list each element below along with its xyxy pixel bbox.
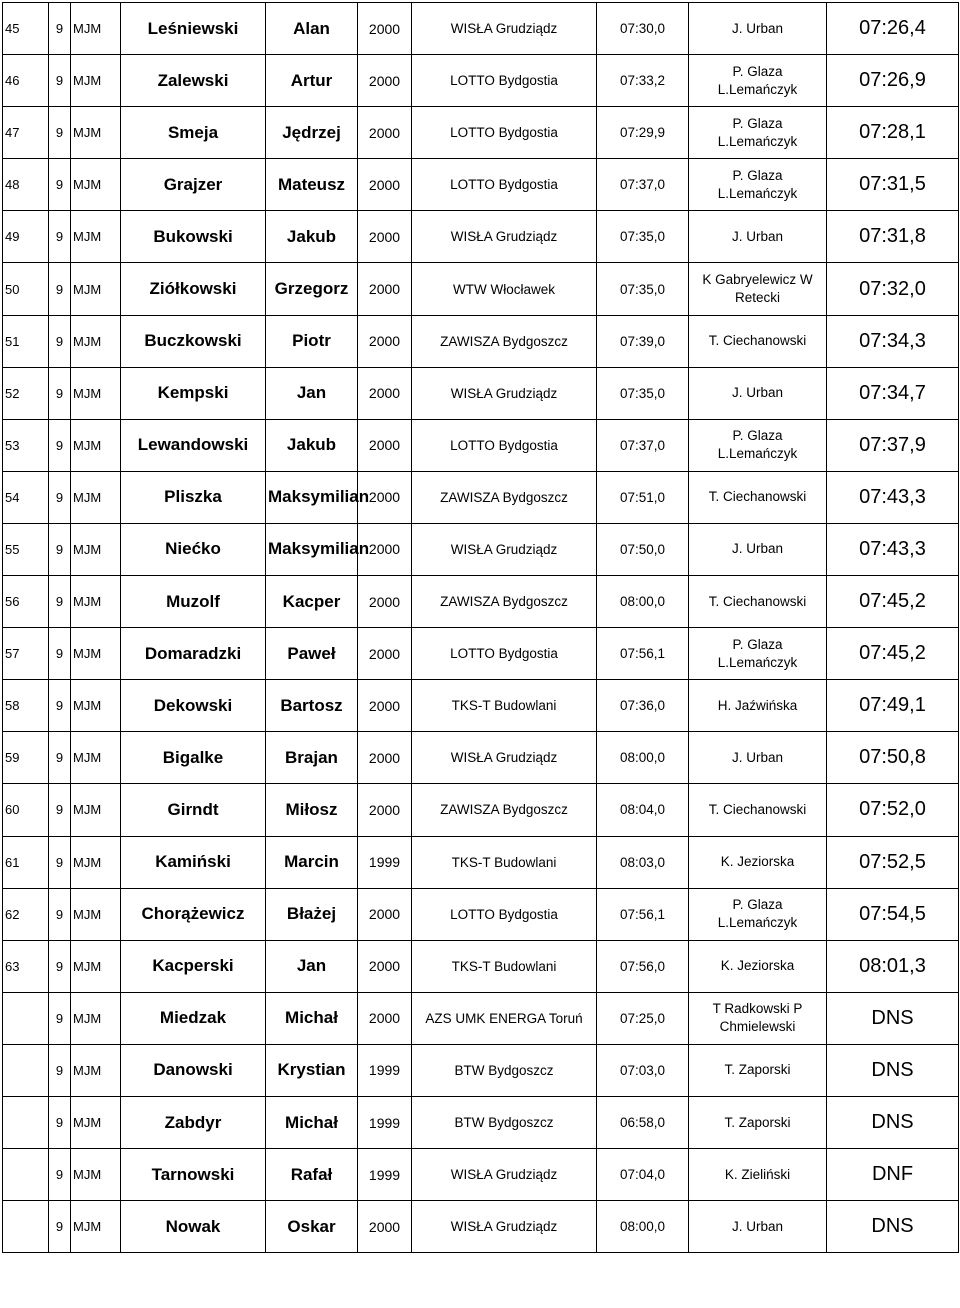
result-cell: 07:49,1 <box>827 680 959 732</box>
birth-year-cell: 2000 <box>358 367 412 419</box>
table-row <box>3 1201 959 1253</box>
first-name-cell: Brajan <box>266 732 358 784</box>
category-cell: MJM <box>71 159 121 211</box>
number-cell: 9 <box>49 888 71 940</box>
number-cell: 9 <box>49 628 71 680</box>
coach-cell <box>689 888 827 940</box>
table-row <box>3 1096 959 1148</box>
table-row <box>3 107 959 159</box>
result-cell: 07:34,7 <box>827 367 959 419</box>
number-cell: 9 <box>49 992 71 1044</box>
coach-cell <box>689 1201 827 1253</box>
entry-time-cell: 07:25,0 <box>597 992 689 1044</box>
first-name-cell: Jan <box>266 367 358 419</box>
club-cell: WISŁA Grudziądz <box>412 3 597 55</box>
coach-line: P. Glaza <box>732 897 783 913</box>
table-row <box>3 992 959 1044</box>
result-cell: 07:43,3 <box>827 523 959 575</box>
birth-year-cell: 2000 <box>358 55 412 107</box>
table-row <box>3 940 959 992</box>
first-name-cell: Kacper <box>266 576 358 628</box>
position-cell: 55 <box>3 523 49 575</box>
category-cell: MJM <box>71 419 121 471</box>
surname-cell: Domaradzki <box>121 628 266 680</box>
entry-time-cell: 08:03,0 <box>597 836 689 888</box>
club-cell: WTW Włocławek <box>412 263 597 315</box>
entry-time-cell: 07:35,0 <box>597 263 689 315</box>
coach-cell <box>689 732 827 784</box>
club-cell: ZAWISZA Bydgoszcz <box>412 315 597 367</box>
coach-line: J. Urban <box>731 20 784 36</box>
surname-cell: Zabdyr <box>121 1096 266 1148</box>
result-cell: 07:52,5 <box>827 836 959 888</box>
first-name-cell: Jakub <box>266 211 358 263</box>
category-cell: MJM <box>71 940 121 992</box>
surname-cell: Niećko <box>121 523 266 575</box>
birth-year-cell: 2000 <box>358 315 412 367</box>
table-row <box>3 888 959 940</box>
table-row <box>3 315 959 367</box>
surname-cell: Miedzak <box>121 992 266 1044</box>
surname-cell: Muzolf <box>121 576 266 628</box>
number-cell: 9 <box>49 836 71 888</box>
club-cell: WISŁA Grudziądz <box>412 367 597 419</box>
coach-cell <box>689 1044 827 1096</box>
coach-line: T Radkowski P <box>712 1001 803 1017</box>
position-cell: 58 <box>3 680 49 732</box>
table-row <box>3 263 959 315</box>
entry-time-cell: 07:37,0 <box>597 419 689 471</box>
surname-cell: Tarnowski <box>121 1149 266 1201</box>
number-cell: 9 <box>49 1201 71 1253</box>
birth-year-cell: 1999 <box>358 1149 412 1201</box>
first-name-cell: Marcin <box>266 836 358 888</box>
number-cell: 9 <box>49 732 71 784</box>
result-cell: 07:37,9 <box>827 419 959 471</box>
coach-line: K. Jeziorska <box>720 958 795 974</box>
result-cell: 07:31,8 <box>827 211 959 263</box>
club-cell: ZAWISZA Bydgoszcz <box>412 784 597 836</box>
category-cell: MJM <box>71 1044 121 1096</box>
result-cell: 07:31,5 <box>827 159 959 211</box>
table-row <box>3 159 959 211</box>
number-cell: 9 <box>49 55 71 107</box>
entry-time-cell: 08:00,0 <box>597 576 689 628</box>
category-cell: MJM <box>71 1149 121 1201</box>
result-cell: DNS <box>827 1044 959 1096</box>
result-cell: 07:26,9 <box>827 55 959 107</box>
position-cell: 45 <box>3 3 49 55</box>
table-row <box>3 523 959 575</box>
birth-year-cell: 2000 <box>358 1201 412 1253</box>
first-name-cell: Jakub <box>266 419 358 471</box>
result-cell: 07:43,3 <box>827 471 959 523</box>
category-cell: MJM <box>71 471 121 523</box>
first-name-cell: Bartosz <box>266 680 358 732</box>
coach-cell <box>689 159 827 211</box>
birth-year-cell: 2000 <box>358 784 412 836</box>
category-cell: MJM <box>71 784 121 836</box>
coach-cell <box>689 367 827 419</box>
category-cell: MJM <box>71 836 121 888</box>
club-cell: ZAWISZA Bydgoszcz <box>412 576 597 628</box>
coach-cell <box>689 1096 827 1148</box>
club-cell: TKS-T Budowlani <box>412 680 597 732</box>
surname-cell: Lewandowski <box>121 419 266 471</box>
result-cell: DNS <box>827 1201 959 1253</box>
birth-year-cell: 1999 <box>358 1096 412 1148</box>
coach-line: Chmielewski <box>719 1019 796 1035</box>
entry-time-cell: 07:36,0 <box>597 680 689 732</box>
position-cell <box>3 1096 49 1148</box>
table-row <box>3 1044 959 1096</box>
number-cell: 9 <box>49 471 71 523</box>
coach-cell <box>689 784 827 836</box>
number-cell: 9 <box>49 1149 71 1201</box>
coach-line: K. Jeziorska <box>720 854 795 870</box>
club-cell: ZAWISZA Bydgoszcz <box>412 471 597 523</box>
club-cell: LOTTO Bydgostia <box>412 419 597 471</box>
result-cell: 07:52,0 <box>827 784 959 836</box>
table-row <box>3 628 959 680</box>
birth-year-cell: 2000 <box>358 628 412 680</box>
results-table <box>2 2 959 1253</box>
table-row <box>3 419 959 471</box>
number-cell: 9 <box>49 3 71 55</box>
result-cell: 07:45,2 <box>827 628 959 680</box>
club-cell: BTW Bydgoszcz <box>412 1096 597 1148</box>
birth-year-cell: 2000 <box>358 992 412 1044</box>
club-cell: LOTTO Bydgostia <box>412 107 597 159</box>
coach-cell <box>689 992 827 1044</box>
entry-time-cell: 07:33,2 <box>597 55 689 107</box>
table-row <box>3 1149 959 1201</box>
coach-line: T. Zaporski <box>724 1114 791 1130</box>
surname-cell: Leśniewski <box>121 3 266 55</box>
category-cell: MJM <box>71 732 121 784</box>
position-cell: 62 <box>3 888 49 940</box>
surname-cell: Kamiński <box>121 836 266 888</box>
table-row <box>3 3 959 55</box>
club-cell: LOTTO Bydgostia <box>412 159 597 211</box>
birth-year-cell: 2000 <box>358 471 412 523</box>
club-cell: WISŁA Grudziądz <box>412 1149 597 1201</box>
number-cell: 9 <box>49 940 71 992</box>
coach-line: P. Glaza <box>732 167 783 183</box>
coach-line: L.Lemańczyk <box>717 133 798 149</box>
club-cell: WISŁA Grudziądz <box>412 211 597 263</box>
entry-time-cell: 08:00,0 <box>597 1201 689 1253</box>
surname-cell: Grajzer <box>121 159 266 211</box>
coach-cell <box>689 471 827 523</box>
coach-cell <box>689 940 827 992</box>
birth-year-cell: 2000 <box>358 732 412 784</box>
birth-year-cell: 2000 <box>358 888 412 940</box>
surname-cell: Ziółkowski <box>121 263 266 315</box>
coach-line: J. Urban <box>731 749 784 765</box>
surname-cell: Buczkowski <box>121 315 266 367</box>
coach-cell <box>689 315 827 367</box>
club-cell: TKS-T Budowlani <box>412 940 597 992</box>
category-cell: MJM <box>71 576 121 628</box>
surname-cell: Zalewski <box>121 55 266 107</box>
number-cell: 9 <box>49 1096 71 1148</box>
coach-cell <box>689 836 827 888</box>
club-cell: LOTTO Bydgostia <box>412 888 597 940</box>
position-cell: 48 <box>3 159 49 211</box>
table-row <box>3 576 959 628</box>
entry-time-cell: 06:58,0 <box>597 1096 689 1148</box>
coach-line: J. Urban <box>731 541 784 557</box>
number-cell: 9 <box>49 315 71 367</box>
surname-cell: Smeja <box>121 107 266 159</box>
entry-time-cell: 07:35,0 <box>597 211 689 263</box>
first-name-cell: Alan <box>266 3 358 55</box>
coach-line: T. Ciechanowski <box>708 593 807 609</box>
entry-time-cell: 07:29,9 <box>597 107 689 159</box>
position-cell: 57 <box>3 628 49 680</box>
coach-cell <box>689 263 827 315</box>
coach-line: T. Ciechanowski <box>708 489 807 505</box>
surname-cell: Bigalke <box>121 732 266 784</box>
coach-line: J. Urban <box>731 385 784 401</box>
entry-time-cell: 07:51,0 <box>597 471 689 523</box>
table-row <box>3 784 959 836</box>
number-cell: 9 <box>49 1044 71 1096</box>
number-cell: 9 <box>49 784 71 836</box>
entry-time-cell: 07:37,0 <box>597 159 689 211</box>
coach-line: L.Lemańczyk <box>717 81 798 97</box>
surname-cell: Danowski <box>121 1044 266 1096</box>
entry-time-cell: 07:56,1 <box>597 628 689 680</box>
category-cell: MJM <box>71 55 121 107</box>
first-name-cell: Michał <box>266 1096 358 1148</box>
coach-line: T. Ciechanowski <box>708 801 807 817</box>
position-cell: 52 <box>3 367 49 419</box>
table-row <box>3 680 959 732</box>
coach-line: L.Lemańczyk <box>717 446 798 462</box>
coach-cell <box>689 1149 827 1201</box>
first-name-cell: Maksymilian <box>266 471 358 523</box>
birth-year-cell: 2000 <box>358 523 412 575</box>
position-cell <box>3 1201 49 1253</box>
coach-cell <box>689 628 827 680</box>
coach-line: K. Zieliński <box>724 1166 791 1182</box>
coach-line: L.Lemańczyk <box>717 915 798 931</box>
position-cell <box>3 1149 49 1201</box>
number-cell: 9 <box>49 159 71 211</box>
club-cell: AZS UMK ENERGA Toruń <box>412 992 597 1044</box>
coach-line: Retecki <box>734 290 780 306</box>
position-cell: 56 <box>3 576 49 628</box>
category-cell: MJM <box>71 3 121 55</box>
result-cell: 07:54,5 <box>827 888 959 940</box>
coach-line: K Gabryelewicz W <box>702 272 813 288</box>
club-cell: TKS-T Budowlani <box>412 836 597 888</box>
entry-time-cell: 07:04,0 <box>597 1149 689 1201</box>
table-row <box>3 367 959 419</box>
surname-cell: Dekowski <box>121 680 266 732</box>
club-cell: WISŁA Grudziądz <box>412 523 597 575</box>
coach-line: L.Lemańczyk <box>717 654 798 670</box>
entry-time-cell: 08:04,0 <box>597 784 689 836</box>
birth-year-cell: 2000 <box>358 263 412 315</box>
category-cell: MJM <box>71 315 121 367</box>
entry-time-cell: 07:56,1 <box>597 888 689 940</box>
number-cell: 9 <box>49 576 71 628</box>
position-cell: 50 <box>3 263 49 315</box>
result-cell: 07:26,4 <box>827 3 959 55</box>
birth-year-cell: 2000 <box>358 680 412 732</box>
surname-cell: Pliszka <box>121 471 266 523</box>
coach-cell <box>689 211 827 263</box>
birth-year-cell: 2000 <box>358 107 412 159</box>
category-cell: MJM <box>71 680 121 732</box>
position-cell <box>3 1044 49 1096</box>
entry-time-cell: 07:39,0 <box>597 315 689 367</box>
position-cell: 47 <box>3 107 49 159</box>
first-name-cell: Jędrzej <box>266 107 358 159</box>
club-cell: LOTTO Bydgostia <box>412 55 597 107</box>
coach-cell <box>689 680 827 732</box>
birth-year-cell: 2000 <box>358 419 412 471</box>
birth-year-cell: 2000 <box>358 159 412 211</box>
table-row <box>3 471 959 523</box>
surname-cell: Kempski <box>121 367 266 419</box>
surname-cell: Chorążewicz <box>121 888 266 940</box>
position-cell <box>3 992 49 1044</box>
result-cell: 08:01,3 <box>827 940 959 992</box>
birth-year-cell: 2000 <box>358 3 412 55</box>
position-cell: 59 <box>3 732 49 784</box>
category-cell: MJM <box>71 263 121 315</box>
coach-cell <box>689 523 827 575</box>
first-name-cell: Rafał <box>266 1149 358 1201</box>
first-name-cell: Krystian <box>266 1044 358 1096</box>
position-cell: 61 <box>3 836 49 888</box>
category-cell: MJM <box>71 107 121 159</box>
coach-line: L.Lemańczyk <box>717 185 798 201</box>
result-cell: DNS <box>827 1096 959 1148</box>
number-cell: 9 <box>49 419 71 471</box>
position-cell: 49 <box>3 211 49 263</box>
first-name-cell: Michał <box>266 992 358 1044</box>
first-name-cell: Oskar <box>266 1201 358 1253</box>
coach-cell <box>689 3 827 55</box>
table-row <box>3 55 959 107</box>
coach-cell <box>689 55 827 107</box>
entry-time-cell: 07:35,0 <box>597 367 689 419</box>
entry-time-cell: 07:56,0 <box>597 940 689 992</box>
coach-line: H. Jaźwińska <box>717 697 798 713</box>
category-cell: MJM <box>71 888 121 940</box>
position-cell: 60 <box>3 784 49 836</box>
entry-time-cell: 07:50,0 <box>597 523 689 575</box>
first-name-cell: Jan <box>266 940 358 992</box>
club-cell: LOTTO Bydgostia <box>412 628 597 680</box>
results-body <box>3 3 959 1253</box>
birth-year-cell: 2000 <box>358 211 412 263</box>
coach-line: P. Glaza <box>732 428 783 444</box>
coach-line: P. Glaza <box>732 63 783 79</box>
first-name-cell: Mateusz <box>266 159 358 211</box>
number-cell: 9 <box>49 680 71 732</box>
club-cell: WISŁA Grudziądz <box>412 732 597 784</box>
entry-time-cell: 07:30,0 <box>597 3 689 55</box>
first-name-cell: Artur <box>266 55 358 107</box>
result-cell: 07:28,1 <box>827 107 959 159</box>
category-cell: MJM <box>71 992 121 1044</box>
first-name-cell: Miłosz <box>266 784 358 836</box>
entry-time-cell: 08:00,0 <box>597 732 689 784</box>
coach-line: J. Urban <box>731 228 784 244</box>
first-name-cell: Błażej <box>266 888 358 940</box>
birth-year-cell: 1999 <box>358 836 412 888</box>
position-cell: 54 <box>3 471 49 523</box>
number-cell: 9 <box>49 523 71 575</box>
number-cell: 9 <box>49 263 71 315</box>
result-cell: 07:32,0 <box>827 263 959 315</box>
category-cell: MJM <box>71 367 121 419</box>
result-cell: 07:50,8 <box>827 732 959 784</box>
birth-year-cell: 2000 <box>358 940 412 992</box>
surname-cell: Bukowski <box>121 211 266 263</box>
first-name-cell: Maksymilian <box>266 523 358 575</box>
coach-cell <box>689 576 827 628</box>
position-cell: 53 <box>3 419 49 471</box>
club-cell: WISŁA Grudziądz <box>412 1201 597 1253</box>
surname-cell: Nowak <box>121 1201 266 1253</box>
category-cell: MJM <box>71 1096 121 1148</box>
coach-line: P. Glaza <box>732 115 783 131</box>
category-cell: MJM <box>71 1201 121 1253</box>
table-row <box>3 211 959 263</box>
first-name-cell: Grzegorz <box>266 263 358 315</box>
result-cell: 07:34,3 <box>827 315 959 367</box>
category-cell: MJM <box>71 628 121 680</box>
table-row <box>3 732 959 784</box>
coach-line: T. Zaporski <box>724 1062 791 1078</box>
number-cell: 9 <box>49 367 71 419</box>
club-cell: BTW Bydgoszcz <box>412 1044 597 1096</box>
entry-time-cell: 07:03,0 <box>597 1044 689 1096</box>
birth-year-cell: 2000 <box>358 576 412 628</box>
result-cell: DNS <box>827 992 959 1044</box>
surname-cell: Kacperski <box>121 940 266 992</box>
first-name-cell: Piotr <box>266 315 358 367</box>
number-cell: 9 <box>49 211 71 263</box>
birth-year-cell: 1999 <box>358 1044 412 1096</box>
coach-line: P. Glaza <box>732 636 783 652</box>
coach-line: T. Ciechanowski <box>708 333 807 349</box>
number-cell: 9 <box>49 107 71 159</box>
category-cell: MJM <box>71 211 121 263</box>
table-row <box>3 836 959 888</box>
coach-line: J. Urban <box>731 1218 784 1234</box>
surname-cell: Girndt <box>121 784 266 836</box>
coach-cell <box>689 107 827 159</box>
position-cell: 51 <box>3 315 49 367</box>
position-cell: 63 <box>3 940 49 992</box>
result-cell: DNF <box>827 1149 959 1201</box>
coach-cell <box>689 419 827 471</box>
result-cell: 07:45,2 <box>827 576 959 628</box>
first-name-cell: Paweł <box>266 628 358 680</box>
position-cell: 46 <box>3 55 49 107</box>
category-cell: MJM <box>71 523 121 575</box>
